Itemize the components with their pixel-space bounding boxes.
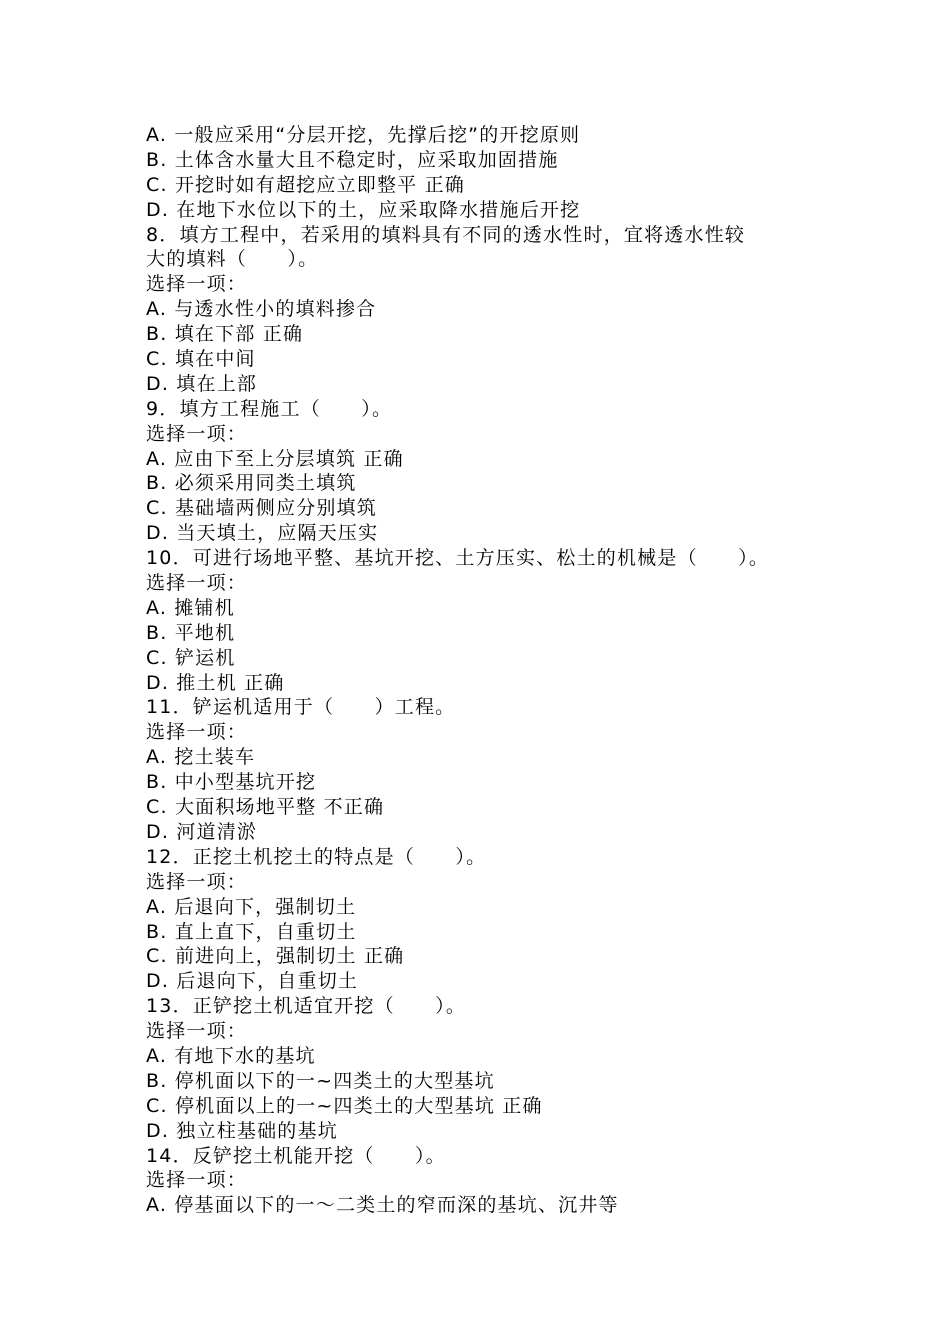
option-line: D. 当天填土，应隔天压实 — [146, 522, 379, 545]
option-line: A. 挖土装车 — [146, 746, 256, 769]
question-line: 大的填料（ ）。 — [146, 248, 319, 271]
choose-one-prompt: 选择一项： — [146, 572, 248, 595]
choose-one-prompt: 选择一项： — [146, 1169, 248, 1192]
option-line: D. 填在上部 — [146, 372, 258, 395]
choose-one-prompt: 选择一项： — [146, 273, 248, 296]
option-line: B. 直上直下，自重切土 — [146, 920, 357, 943]
option-line: D. 后退向下，自重切土 — [146, 970, 359, 993]
choose-one-prompt: 选择一项： — [146, 721, 248, 744]
option-line: C. 基础墙两侧应分别填筑 — [146, 497, 377, 520]
option-line: D. 河道清淤 — [146, 820, 258, 843]
question-line: 11．铲运机适用于（ ）工程。 — [146, 696, 456, 719]
option-line: D. 在地下水位以下的土，应采取降水措施后开挖 — [146, 198, 581, 221]
option-line: A. 后退向下，强制切土 — [146, 895, 357, 918]
question-line: 13．正铲挖土机适宜开挖（ ）。 — [146, 995, 467, 1018]
document-page — [146, 123, 836, 1218]
option-line: B. 中小型基坑开挖 — [146, 771, 317, 794]
option-line: B. 停机面以下的一~四类土的大型基坑 — [146, 1069, 495, 1092]
option-line: A. 与透水性小的填料掺合 — [146, 298, 377, 321]
option-line: A. 摊铺机 — [146, 596, 235, 619]
option-line: C. 前进向上，强制切土 正确 — [146, 945, 405, 968]
option-line: D. 推土机 正确 — [146, 671, 285, 694]
option-line: B. 必须采用同类土填筑 — [146, 472, 357, 495]
option-line: A. 应由下至上分层填筑 正确 — [146, 447, 404, 470]
option-line: B. 土体含水量大且不稳定时，应采取加固措施 — [146, 148, 559, 171]
choose-one-prompt: 选择一项： — [146, 422, 248, 445]
question-line: 9．填方工程施工（ ）。 — [146, 397, 393, 420]
option-line: C. 大面积场地平整 不正确 — [146, 796, 385, 819]
choose-one-prompt: 选择一项： — [146, 870, 248, 893]
option-line: D. 独立柱基础的基坑 — [146, 1119, 338, 1142]
option-line: A. 停基面以下的一～二类土的窄而深的基坑、沉井等 — [146, 1194, 619, 1217]
choose-one-prompt: 选择一项： — [146, 1020, 248, 1043]
option-line: C. 开挖时如有超挖应立即整平 正确 — [146, 173, 465, 196]
question-line: 10．可进行场地平整、基坑开挖、土方压实、松土的机械是（ ）。 — [146, 547, 770, 570]
option-line: B. 平地机 — [146, 621, 236, 644]
question-line: 8．填方工程中，若采用的填料具有不同的透水性时，宜将透水性较 — [146, 223, 746, 246]
question-line: 14．反铲挖土机能开挖（ ）。 — [146, 1144, 446, 1167]
option-line: C. 铲运机 — [146, 646, 236, 669]
option-line: C. 填在中间 — [146, 348, 256, 371]
option-line: A. 一般应采用“分层开挖，先撑后挖”的开挖原则 — [146, 124, 581, 146]
option-line: B. 填在下部 正确 — [146, 323, 304, 346]
question-line: 12．正挖土机挖土的特点是（ ）。 — [146, 845, 487, 868]
option-line: C. 停机面以上的一~四类土的大型基坑 正确 — [146, 1094, 543, 1117]
option-line: A. 有地下水的基坑 — [146, 1044, 316, 1067]
